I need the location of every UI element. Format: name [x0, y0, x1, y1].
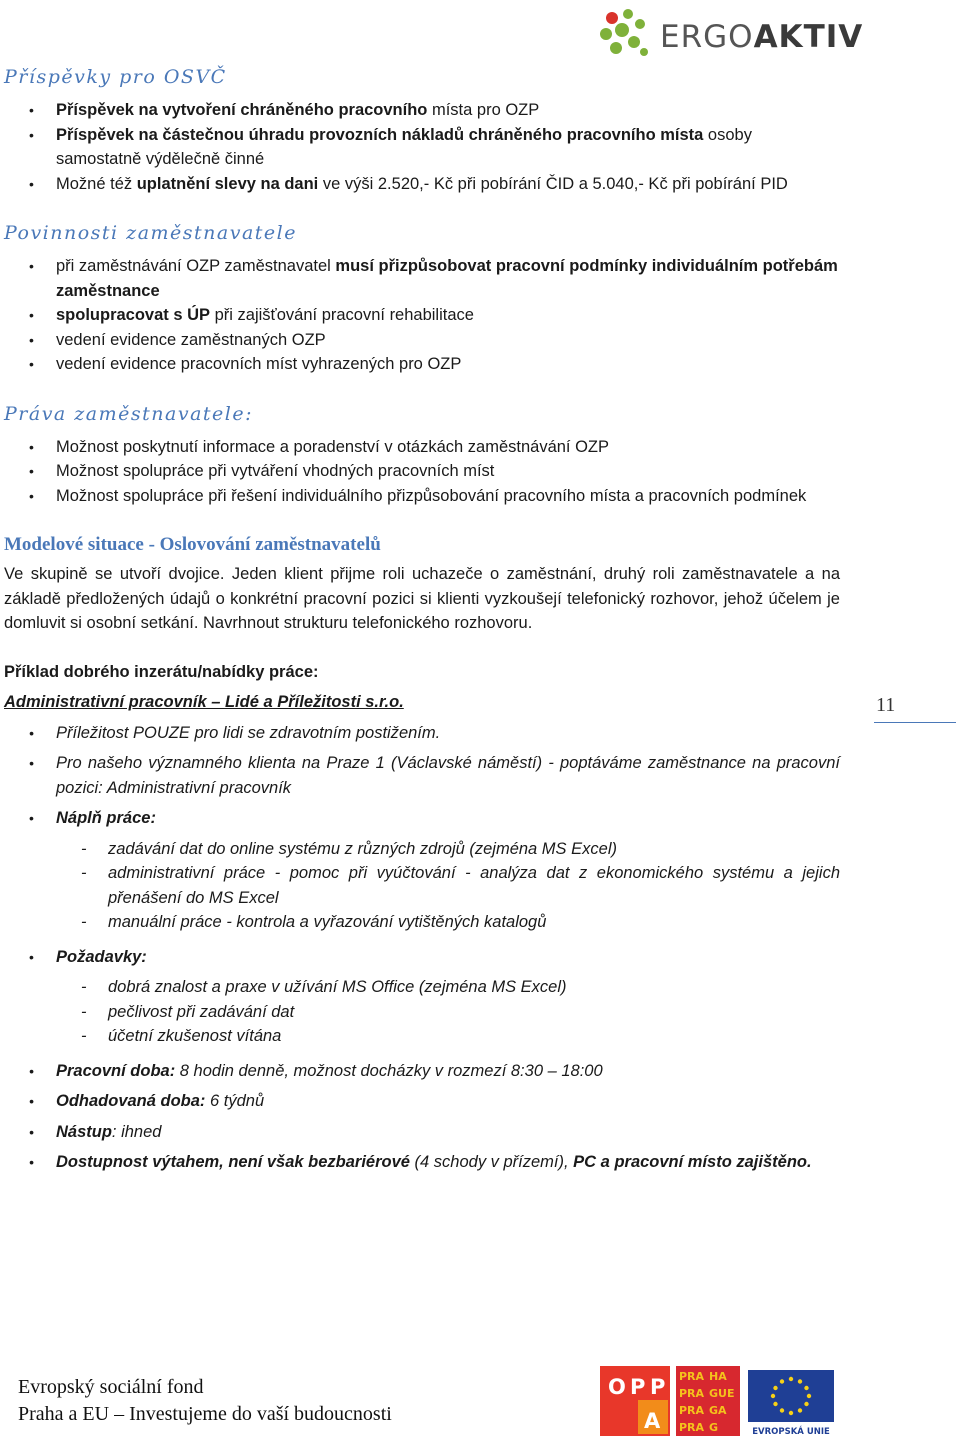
- heading-modelove: Modelové situace - Oslovování zaměstnavatelů: [4, 534, 381, 555]
- prava-item: • Možnost spolupráce při vytváření vhodných pracovních míst: [56, 459, 840, 484]
- prava-item: • Možnost poskytnutí informace a poradenství v otázkách zaměstnávání OZP: [56, 435, 840, 460]
- praha-word: GA: [709, 1404, 727, 1417]
- praha-word: HA: [709, 1370, 727, 1383]
- povinnosti-item-2: • spolupracovat s ÚP při zajišťování pracovní rehabilitace: [56, 303, 840, 328]
- eu-label: EVROPSKÁ UNIE: [752, 1427, 830, 1436]
- eu-flag-logo: [748, 1370, 834, 1436]
- povinnosti-item-4: • vedení evidence pracovních míst vyhrazených pro OZP: [56, 352, 840, 377]
- praha-logo: [676, 1366, 740, 1436]
- footer-text: [18, 1374, 392, 1428]
- section-modelove: [4, 534, 840, 636]
- opp-letter: P: [630, 1375, 646, 1399]
- job-item-2: • Pro našeho významného klienta na Praze 1 (Václavské náměstí) - poptáváme zaměstnance na pracovní pozici: Administrativní pracovník: [56, 751, 840, 800]
- osvc-item-2: • Příspěvek na částečnou úhradu provozních nákladů chráněného pracovního místa osoby samostatně výdělečně činné: [56, 123, 840, 172]
- heading-povinnosti: Povinnosti zaměstnavatele: [4, 222, 297, 244]
- section-priklad: [4, 660, 840, 1175]
- opp-logo: [600, 1366, 670, 1436]
- job-title: Administrativní pracovník – Lidé a Příležitosti s.r.o.: [4, 693, 404, 711]
- praha-word: PRA: [679, 1421, 705, 1434]
- modelove-paragraph: Ve skupině se utvoří dvojice. Jeden klient přijme roli uchazeče o zaměstnání, druhý roli zaměstnavatele a na základě předložených údajů o konkrétní pracovní pozici si klienti vyzkoušejí telefonický rozhovor, jehož účelem je domluvit si osobní setkání. Navrhnout strukturu telefonického rozhovoru.: [4, 565, 840, 632]
- opp-letter: O: [608, 1375, 626, 1399]
- job-doba: • Pracovní doba: 8 hodin denně, možnost docházky v rozmezí 8:30 – 18:00: [56, 1059, 840, 1084]
- ergoaktiv-logo: [598, 8, 864, 62]
- heading-osvc: Příspěvky pro OSVČ: [4, 66, 227, 88]
- job-pozadavky: • Požadavky: - dobrá znalost a praxe v užívání MS Office (zejména MS Excel) - pečlivost při zadávání dat - účetní zkušenost vítána: [56, 945, 840, 1049]
- opp-letter: A: [644, 1409, 661, 1433]
- heading-priklad: Příklad dobrého inzerátu/nabídky práce:: [4, 662, 319, 681]
- opp-letter: P: [650, 1375, 666, 1399]
- footer-logos: [600, 1366, 836, 1436]
- napln-item: - zadávání dat do online systému z různých zdrojů (zejména MS Excel): [108, 837, 840, 862]
- footer-line-1: Evropský sociální fond: [18, 1376, 204, 1398]
- pozadavky-item: - pečlivost při zadávání dat: [108, 1000, 840, 1025]
- job-dostupnost: • Dostupnost výtahem, není však bezbariérové (4 schody v přízemí), PC a pracovní místo zajištěno.: [56, 1150, 840, 1175]
- job-odhad: • Odhadovaná doba: 6 týdnů: [56, 1089, 840, 1114]
- osvc-item-3: • Možné též uplatnění slevy na dani ve výši 2.520,- Kč při pobírání ČID a 5.040,- Kč při pobírání PID: [56, 172, 840, 197]
- napln-item: - manuální práce - kontrola a vyřazování vytištěných katalogů: [108, 910, 840, 935]
- section-prava: [4, 403, 840, 509]
- page-number-rule: [874, 722, 956, 723]
- praha-word: GUE: [709, 1387, 735, 1400]
- heading-prava: Práva zaměstnavatele:: [4, 402, 254, 425]
- povinnosti-item-3: • vedení evidence zaměstnaných OZP: [56, 328, 840, 353]
- praha-word: PRA: [679, 1404, 705, 1417]
- job-nastup: • Nástup: ihned: [56, 1120, 840, 1145]
- section-povinnosti: [4, 222, 840, 377]
- praha-word: G: [709, 1421, 719, 1434]
- prava-item: • Možnost spolupráce při řešení individuálního přizpůsobování pracovního místa a pracovních podmínek: [56, 484, 840, 509]
- job-item-1: • Příležitost POUZE pro lidi se zdravotním postižením.: [56, 721, 840, 746]
- footer-line-2: Praha a EU – Investujeme do vaší budoucnosti: [18, 1403, 392, 1425]
- osvc-item-1: • Příspěvek na vytvoření chráněného pracovního místa pro OZP: [56, 98, 840, 123]
- job-napln: • Náplň práce: - zadávání dat do online systému z různých zdrojů (zejména MS Excel) - administrativní práce - pomoc při vyúčtování - analýza dat z ekonomického systému a jejich přenášení do MS Excel - manuální práce - kontrola a vyřazování vytištěných katalogů: [56, 806, 840, 935]
- ergoaktiv-logo-icon: [598, 8, 650, 60]
- praha-word: PRA: [679, 1387, 705, 1400]
- pozadavky-item: - dobrá znalost a praxe v užívání MS Office (zejména MS Excel): [108, 975, 840, 1000]
- napln-item: - administrativní práce - pomoc při vyúčtování - analýza dat z ekonomického systému a jejich přenášení do MS Excel: [108, 861, 840, 910]
- document-content: [4, 66, 840, 1181]
- pozadavky-item: - účetní zkušenost vítána: [108, 1024, 840, 1049]
- page-number: 11: [876, 694, 896, 716]
- logo-wordmark: ERGOAKTIV: [660, 19, 864, 55]
- povinnosti-item-1: • při zaměstnávání OZP zaměstnavatel musí přizpůsobovat pracovní podmínky individuálním potřebám zaměstnance: [56, 254, 840, 303]
- praha-word: PRA: [679, 1370, 705, 1383]
- section-osvc: [4, 66, 840, 196]
